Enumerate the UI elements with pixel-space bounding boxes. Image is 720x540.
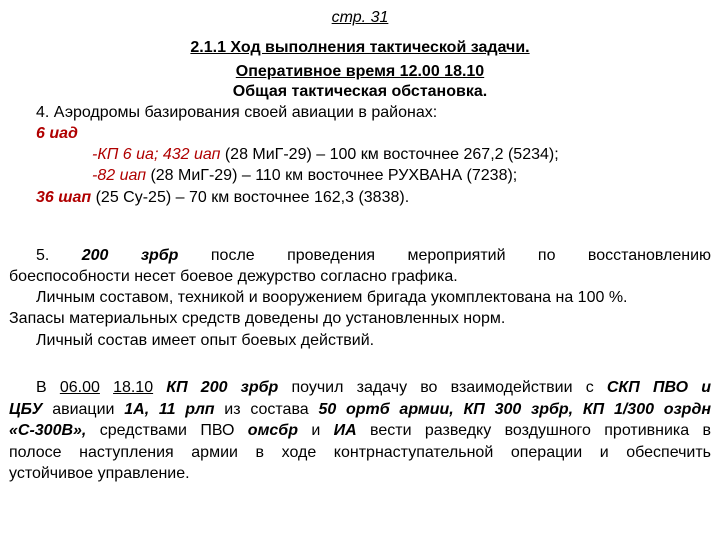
airfield-line-1 bbox=[92, 145, 559, 165]
page-number: стр. 31 bbox=[331, 9, 389, 26]
situation-title: Общая тактическая обстановка. bbox=[232, 83, 488, 100]
p6-cbu: ЦБУ bbox=[9, 401, 43, 418]
p6-ia: ИА bbox=[333, 422, 357, 439]
p6-and: и bbox=[297, 422, 334, 439]
p6-omsbr: омсбр bbox=[247, 422, 298, 439]
airfield-detail-1: (28 МиГ-29) – 100 км восточнее 267,2 (5234); bbox=[220, 146, 559, 163]
p6-line-1 bbox=[36, 378, 711, 398]
p6-from: из состава bbox=[214, 401, 319, 418]
p5-line-1 bbox=[36, 246, 711, 266]
p6-av: авиации bbox=[42, 401, 125, 418]
p6-got: поучил задачу во взаимодействии с bbox=[278, 379, 607, 396]
airfield-line-3 bbox=[36, 188, 409, 208]
p5-line-2: боеспособности несет боевое дежурство согласно графика. bbox=[9, 268, 458, 285]
p6-time-1: 06.00 bbox=[59, 379, 100, 396]
airfield-unit-2: -82 иап bbox=[92, 167, 146, 184]
airfield-unit-3: 36 шап bbox=[36, 189, 92, 206]
p5-after: после проведения мероприятий по восстановлению bbox=[210, 247, 712, 264]
section-title: 2.1.1 Ход выполнения тактической задачи. bbox=[190, 39, 530, 56]
operational-time: Оперативное время 12.00 18.10 bbox=[235, 63, 485, 80]
p6-v: В bbox=[36, 379, 60, 396]
p6-line-2 bbox=[9, 400, 711, 420]
p6-line-5: устойчивое управление. bbox=[9, 465, 190, 482]
p5-number: 5. bbox=[36, 247, 50, 264]
p6-skp: СКП ПВО и bbox=[606, 379, 711, 396]
p6-kp: КП 200 зрбр bbox=[166, 379, 279, 396]
p6-line-4: полосе наступления армии в ходе контрнаступательной операции и обеспечить bbox=[9, 444, 711, 461]
p6-means: средствами ПВО bbox=[86, 422, 248, 439]
p5-unit: 200 зрбр bbox=[81, 247, 179, 264]
p5-line-5: Личный состав имеет опыт боевых действий. bbox=[36, 332, 375, 349]
p5-line-4: Запасы материальных средств доведены до установленных норм. bbox=[9, 310, 506, 327]
p5-line-3: Личным составом, техникой и вооружением бригада укомплектована на 100 %. bbox=[36, 289, 628, 306]
airfield-unit-1: -КП 6 иа; 432 иап bbox=[92, 146, 221, 163]
p6-ortb: 50 ортб армии, КП 300 зрбр, КП 1/300 озрдн bbox=[318, 401, 712, 418]
airfield-line-2 bbox=[92, 166, 517, 186]
p6-a1: 1А, 11 рлп bbox=[124, 401, 215, 418]
p6-rest3: вести разведку воздушного противника в bbox=[356, 422, 712, 439]
p6-s300: «С-300В», bbox=[9, 422, 87, 439]
airfields-heading: 4. Аэродромы базирования своей авиации в районах: bbox=[36, 104, 438, 121]
p6-time-2: 18.10 bbox=[113, 379, 154, 396]
airfield-detail-3: (25 Су-25) – 70 км восточнее 162,3 (3838). bbox=[91, 189, 410, 206]
p6-line-3 bbox=[9, 421, 711, 441]
airfield-detail-2: (28 МиГ-29) – 110 км восточнее РУХВАНА (7238); bbox=[146, 167, 518, 184]
unit-6-iad: 6 иад bbox=[36, 125, 78, 142]
